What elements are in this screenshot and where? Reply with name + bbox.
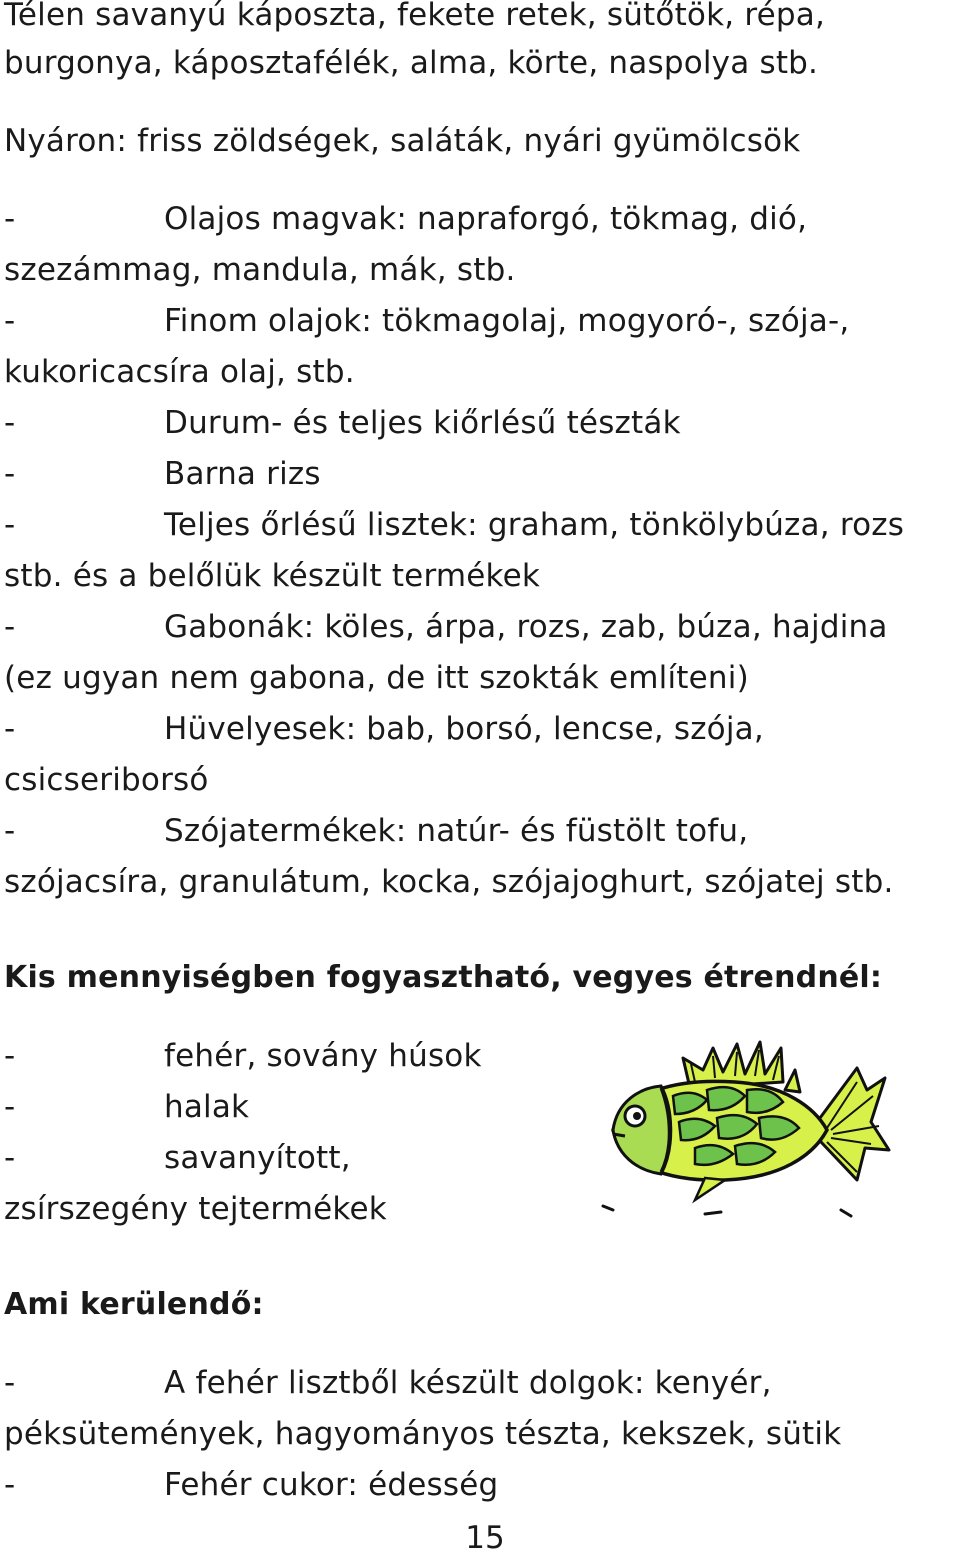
list-dash: - bbox=[4, 1140, 16, 1176]
text-line: Télen savanyú káposzta, fekete retek, sütőtök, répa, bbox=[4, 0, 826, 33]
text-line: szezámmag, mandula, mák, stb. bbox=[4, 252, 516, 288]
section-heading: Ami kerülendő: bbox=[4, 1287, 264, 1322]
text-line: (ez ugyan nem gabona, de itt szokták említeni) bbox=[4, 660, 749, 696]
list-dash: - bbox=[4, 711, 16, 747]
list-dash: - bbox=[4, 405, 16, 441]
list-dash: - bbox=[4, 456, 16, 492]
list-item-text: Finom olajok: tökmagolaj, mogyoró-, szója-, bbox=[164, 303, 850, 339]
list-dash: - bbox=[4, 303, 16, 339]
list-item-text: Hüvelyesek: bab, borsó, lencse, szója, bbox=[164, 711, 764, 747]
text-line: kukoricacsíra olaj, stb. bbox=[4, 354, 355, 390]
text-line: stb. és a belőlük készült termékek bbox=[4, 558, 540, 594]
list-item-text: Gabonák: köles, árpa, rozs, zab, búza, hajdina bbox=[164, 609, 888, 645]
list-item-text: Barna rizs bbox=[164, 456, 321, 492]
list-dash: - bbox=[4, 201, 16, 237]
list-item-text: Durum- és teljes kiőrlésű tészták bbox=[164, 405, 681, 441]
list-item-text: Fehér cukor: édesség bbox=[164, 1467, 499, 1503]
list-item-text: fehér, sovány húsok bbox=[164, 1038, 482, 1074]
text-line: zsírszegény tejtermékek bbox=[4, 1191, 387, 1227]
list-item-text: Szójatermékek: natúr- és füstölt tofu, bbox=[164, 813, 749, 849]
list-item-text: Olajos magvak: napraforgó, tökmag, dió, bbox=[164, 201, 808, 237]
list-dash: - bbox=[4, 507, 16, 543]
list-item-text: savanyított, bbox=[164, 1140, 351, 1176]
fish-icon bbox=[595, 1030, 895, 1220]
list-dash: - bbox=[4, 609, 16, 645]
list-dash: - bbox=[4, 1365, 16, 1401]
text-line: szójacsíra, granulátum, kocka, szójajoghurt, szójatej stb. bbox=[4, 864, 894, 900]
page-number: 15 bbox=[465, 1520, 505, 1556]
list-dash: - bbox=[4, 1089, 16, 1125]
list-item-text: Teljes őrlésű lisztek: graham, tönkölybúza, rozs bbox=[164, 507, 905, 543]
list-dash: - bbox=[4, 1038, 16, 1074]
list-item-text: A fehér lisztből készült dolgok: kenyér, bbox=[164, 1365, 772, 1401]
section-heading: Kis mennyiségben fogyasztható, vegyes étrendnél: bbox=[4, 960, 883, 995]
list-item-text: halak bbox=[164, 1089, 250, 1125]
text-line: burgonya, káposztafélék, alma, körte, naspolya stb. bbox=[4, 45, 819, 81]
text-line: csicseriborsó bbox=[4, 762, 209, 798]
text-line: péksütemények, hagyományos tészta, kekszek, sütik bbox=[4, 1416, 842, 1452]
list-dash: - bbox=[4, 1467, 16, 1503]
list-dash: - bbox=[4, 813, 16, 849]
text-line: Nyáron: friss zöldségek, saláták, nyári gyümölcsök bbox=[4, 123, 801, 159]
